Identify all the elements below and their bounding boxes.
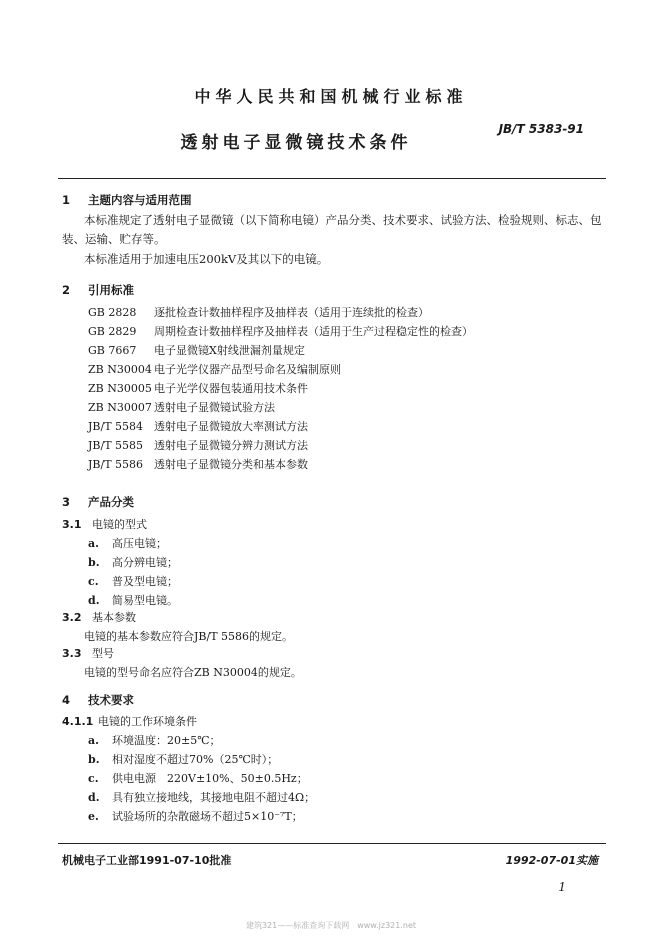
document-title: 透射电子显微镜技术条件 [180,133,412,153]
list-item: a. 环境温度：20±5℃； [88,734,221,747]
list-item: c. 普及型电镜； [88,575,178,588]
reference-item: GB 2828 逐批检查计数抽样程序及抽样表（适用于连续批的检查） [88,306,429,319]
subsection-4-1-1-heading: 4.1.1 电镜的工作环境条件 [62,715,197,728]
section-1-heading: 1 主题内容与适用范围 [62,193,192,207]
list-item: a. 高压电镜； [88,537,167,550]
list-item: b. 高分辨电镜； [88,556,178,569]
issuing-organization: 中华人民共和国机械行业标准 [194,87,468,106]
effective-date: 1992-07-01实施 [505,854,598,867]
subsection-3-2-text: 电镜的基本参数应符合JB/T 5586的规定。 [84,630,294,643]
list-item: c. 供电电源 220V±10%、50±0.5Hz； [88,772,308,785]
subsection-3-2-heading: 3.2 基本参数 [62,611,136,624]
section-1-paragraph-1: 本标准规定了透射电子显微镜（以下简称电镜）产品分类、技术要求、试验方法、检验规则、标志、包装、运输、贮存等。 [62,213,602,246]
header-rule [58,178,606,179]
list-item: e. 试验场所的杂散磁场不超过5×10⁻⁷T； [88,810,303,823]
list-item: d. 具有独立接地线，其接地电阻不超过4Ω； [88,791,316,804]
section-1-paragraph-2: 本标准适用于加速电压200kV及其以下的电镜。 [84,252,329,266]
section-2-heading: 2 引用标准 [62,283,134,297]
section-3-heading: 3 产品分类 [62,495,134,509]
watermark-text: 建筑321——标准查询下载网 www.jz321.net [245,921,417,930]
subsection-3-3-heading: 3.3 型号 [62,647,114,660]
subsection-3-3-text: 电镜的型号命名应符合ZB N30004的规定。 [84,666,302,679]
footer-rule [58,843,606,844]
standard-number: JB/T 5383-91 [498,122,584,136]
list-item: d. 简易型电镜。 [88,594,178,607]
page-number: 1 [558,880,566,894]
reference-item: ZB N30007 透射电子显微镜试验方法 [88,401,275,414]
list-item: b. 相对湿度不超过70%（25℃时）； [88,753,279,766]
reference-item: ZB N30004 电子光学仪器产品型号命名及编制原则 [88,363,341,376]
reference-item: JB/T 5586 透射电子显微镜分类和基本参数 [88,458,308,471]
reference-item: GB 2829 周期检查计数抽样程序及抽样表（适用于生产过程稳定性的检查） [88,325,473,338]
reference-item: ZB N30005 电子光学仪器包装通用技术条件 [88,382,308,395]
reference-item: JB/T 5585 透射电子显微镜分辨力测试方法 [88,439,308,452]
subsection-3-1-heading: 3.1 电镜的型式 [62,518,147,531]
section-4-heading: 4 技术要求 [62,693,134,707]
reference-item: GB 7667 电子显微镜X射线泄漏剂量规定 [88,344,305,357]
approval-date: 机械电子工业部1991-07-10批准 [62,854,232,867]
reference-item: JB/T 5584 透射电子显微镜放大率测试方法 [88,420,308,433]
